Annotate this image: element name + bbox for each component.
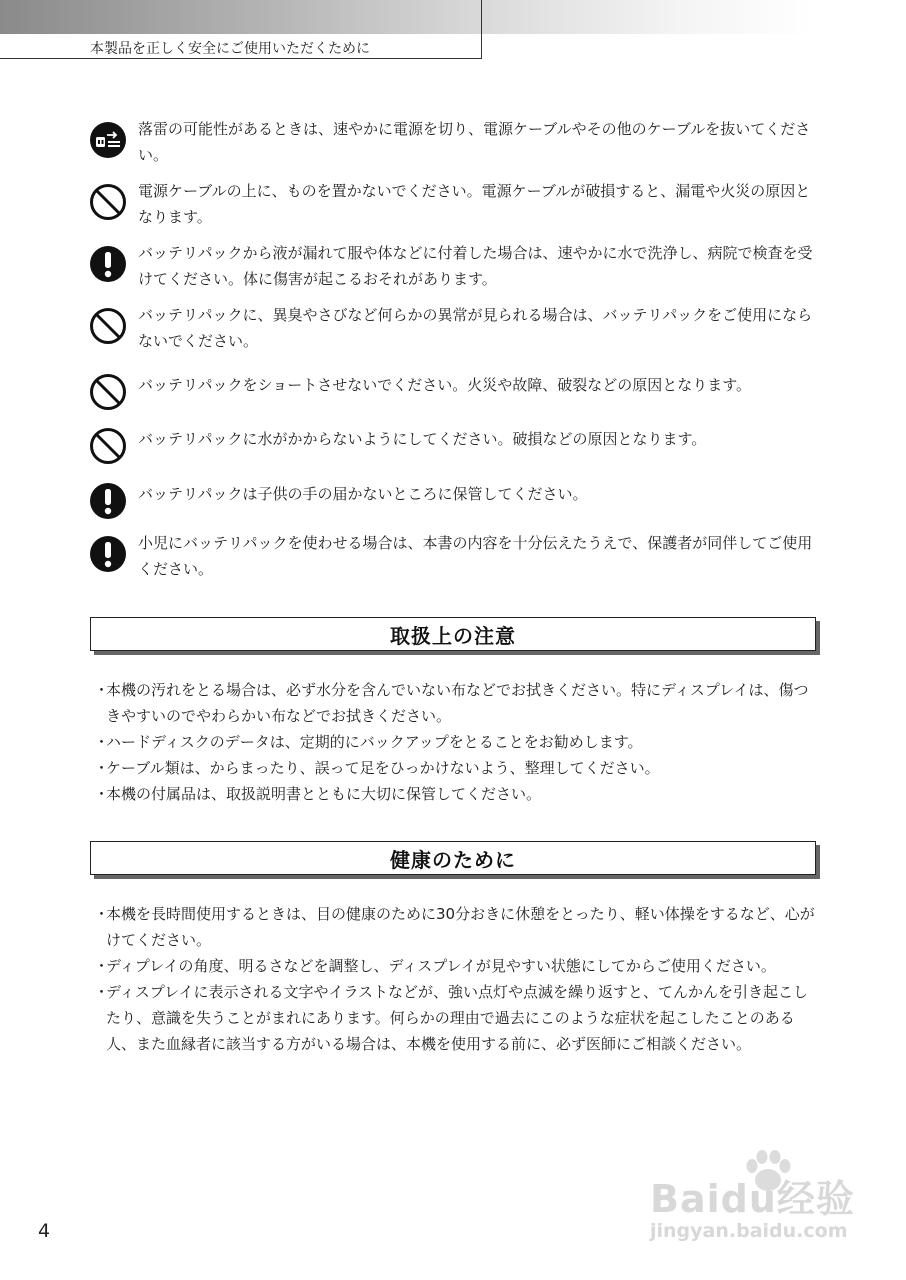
warning-text: 電源ケーブルの上に、ものを置かないでください。電源ケーブルが破損すると、漏電や火災の原因となります。: [138, 182, 811, 226]
list-item-text: 本機の付属品は、取扱説明書とともに大切に保管してください。: [106, 785, 542, 803]
mandatory-icon: [88, 244, 128, 284]
unplug-icon: [88, 120, 128, 160]
warning-item: [88, 116, 818, 168]
watermark-logo: Baidu经验: [650, 1177, 855, 1221]
page-header-title: 本製品を正しく安全にご使用いただくために: [90, 41, 370, 57]
bullet-mark: ・: [94, 733, 110, 751]
warning-text: バッテリパックに水がかからないようにしてください。破損などの原因となります。: [138, 430, 707, 448]
mandatory-icon: [88, 534, 128, 574]
bullet-mark: ・: [94, 957, 110, 975]
page-number: 4: [38, 1220, 51, 1242]
list-item: [92, 901, 818, 953]
prohibited-icon: [88, 426, 128, 466]
list-item-text: ディプレイの角度、明るさなどを調整し、ディスプレイが見やすい状態にしてからご使用ください。: [106, 957, 776, 975]
bullet-mark: ・: [94, 681, 110, 699]
list-item: [92, 677, 818, 729]
prohibited-icon: [88, 372, 128, 412]
warning-text: バッテリパックに、異臭やさびなど何らかの異常が見られる場合は、バッテリパックをご使用にならないでください。: [138, 306, 813, 350]
list-item: [92, 729, 818, 755]
list-item-text: ハードディスクのデータは、定期的にバックアップをとることをお勧めします。: [106, 733, 643, 751]
handling-list: [92, 677, 818, 807]
section-heading-health: 健康のために: [90, 841, 816, 875]
bullet-mark: ・: [94, 905, 110, 923]
warning-item: [88, 178, 818, 230]
section-heading-handling: 取扱上の注意: [90, 617, 816, 651]
warning-text: 落雷の可能性があるときは、速やかに電源を切り、電源ケーブルやその他のケーブルを抜いてください。: [138, 120, 811, 164]
watermark-url: jingyan.baidu.com: [650, 1220, 848, 1242]
list-item-text: 本機を長時間使用するときは、目の健康のために30分おきに休憩をとったり、軽い体操をするなど、心がけてください。: [106, 905, 815, 949]
warning-item: [88, 477, 818, 521]
list-item: [92, 781, 818, 807]
bullet-mark: ・: [94, 759, 110, 777]
warning-item: [88, 240, 818, 292]
bullet-mark: ・: [94, 983, 110, 1001]
baidu-watermark: [640, 1148, 860, 1248]
warning-text: バッテリパックから液が漏れて服や体などに付着した場合は、速やかに水で洗浄し、病院で検査を受けてください。体に傷害が起こるおそれがあります。: [138, 244, 813, 288]
prohibited-icon: [88, 306, 128, 346]
warning-item: [88, 368, 818, 412]
list-item-text: ディスプレイに表示される文字やイラストなどが、強い点灯や点滅を繰り返すと、てんかんを引き起こしたり、意識を失うことがまれにあります。何らかの理由で過去にこのような症状を起こしたことのある人、また血縁者に該当する方がいる場合は、本機を使用する前に、必ず医師にご相談ください。: [106, 983, 809, 1053]
warning-text: 小児にバッテリパックを使わせる場合は、本書の内容を十分伝えたうえで、保護者が同伴してご使用ください。: [138, 534, 813, 578]
list-item-text: ケーブル類は、からまったり、誤って足をひっかけないよう、整理してください。: [106, 759, 660, 777]
list-item: [92, 755, 818, 781]
bullet-mark: ・: [94, 785, 110, 803]
mandatory-icon: [88, 481, 128, 521]
warning-item: [88, 530, 818, 582]
list-item: [92, 953, 818, 979]
warning-item: [88, 302, 818, 354]
list-item: [92, 979, 818, 1057]
warning-text: バッテリパックをショートさせないでください。火災や故障、破裂などの原因となります。: [138, 376, 752, 394]
health-list: [92, 901, 818, 1057]
warning-item: [88, 422, 818, 466]
prohibited-icon: [88, 182, 128, 222]
warning-text: バッテリパックは子供の手の届かないところに保管してください。: [138, 485, 588, 503]
list-item-text: 本機の汚れをとる場合は、必ず水分を含んでいない布などでお拭きください。特にディスプレイは、傷つきやすいのでやわらかい布などでお拭きください。: [106, 681, 809, 725]
